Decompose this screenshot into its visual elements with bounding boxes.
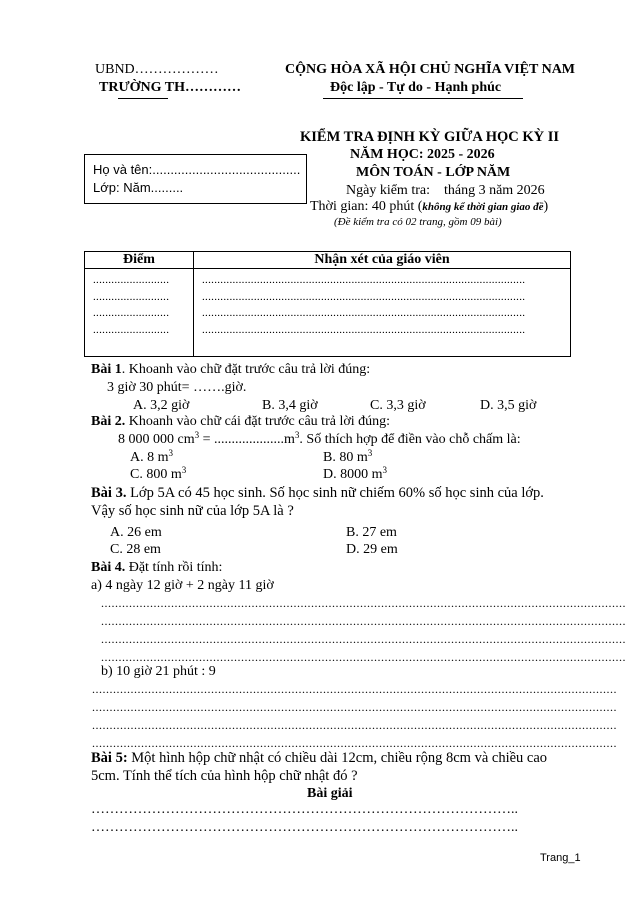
q1-option-a[interactable]: A. 3,2 giờ [133,398,190,413]
subject: MÔN TOÁN - LỚP NĂM [356,165,511,180]
q2-option-a[interactable]: A. 8 $m^3$ [130,448,173,465]
q1-option-b[interactable]: B. 3,4 giờ [262,398,318,413]
question-2-prompt: 8 000 000 $cm^3 = ....................m^3$. Số thích hợp để điền vào chỗ chấm là: [118,430,521,447]
answer-line[interactable]: ...................................................................................................................................................... [101,596,626,610]
exam-date: Ngày kiểm tra: tháng 3 năm 2026 [346,183,545,198]
solution-heading: Bài giải [307,786,353,801]
student-info-box [84,154,307,204]
score-header: Điểm [85,252,194,269]
q3-option-d[interactable]: D. 29 em [346,542,398,557]
pages-note: (Đề kiểm tra có 02 trang, gồm 09 bài) [334,216,502,228]
school-underline [118,98,168,99]
nation-title: CỘNG HÒA XÃ HỘI CHỦ NGHĨA VIỆT NAM [285,62,576,77]
comment-cell[interactable]: .......................................................................................................... .......................................................................................................... .......................................................................................................... .......................................................................................................... [194,269,571,357]
q2-option-b[interactable]: B. 80 $m^3$ [323,448,373,465]
question-5-line2: 5cm. Tính thể tích của hình hộp chữ nhật đó ? [91,768,358,784]
answer-line[interactable]: ...................................................................................................................................................... [92,682,617,696]
question-4: Bài 4. Đặt tính rồi tính: [91,560,223,575]
motto: Độc lập - Tự do - Hạnh phúc [330,80,502,95]
answer-line[interactable]: ...................................................................................................................................................... [92,718,617,732]
exam-time: Thời gian: 40 phút (không kể thời gian giao đề) [310,199,549,214]
answer-line[interactable]: ...................................................................................................................................................... [101,614,626,628]
motto-underline [323,98,523,99]
answer-line[interactable]: ...................................................................................................................................................... [101,650,626,664]
solution-line[interactable]: ……………………………………………………………………………….. [91,802,518,817]
q3-option-c[interactable]: C. 28 em [110,542,161,557]
question-2: Bài 2. Khoanh vào chữ cái đặt trước câu trả lời đúng: [91,414,391,429]
question-4b: b) 10 giờ 21 phút : 9 [101,664,216,679]
q3-option-a[interactable]: A. 26 em [110,525,162,540]
question-3: Bài 3. Lớp 5A có 45 học sinh. Số học sinh nữ chiếm 60% số học sinh của lớp. [91,485,544,501]
q2-option-d[interactable]: D. 8000 $m^3$ [323,465,387,482]
solution-line[interactable]: ……………………………………………………………………………….. [91,820,518,835]
question-1: Bài 1. Khoanh vào chữ đặt trước câu trả lời đúng: [91,362,371,377]
q3-option-b[interactable]: B. 27 em [346,525,397,540]
answer-line[interactable]: ...................................................................................................................................................... [92,736,617,750]
school-label: TRƯỜNG TH………… [99,80,241,95]
answer-line[interactable]: ...................................................................................................................................................... [92,700,617,714]
q1-option-d[interactable]: D. 3,5 giờ [480,398,537,413]
answer-line[interactable]: ...................................................................................................................................................... [101,632,626,646]
page-number: Trang_1 [540,852,581,864]
question-4a: a) 4 ngày 12 giờ + 2 ngày 11 giờ [91,578,274,593]
exam-title: KIỂM TRA ĐỊNH KỲ GIỮA HỌC KỲ II [300,129,560,145]
question-1-prompt: 3 giờ 30 phút= …….giờ. [107,380,247,395]
comment-header: Nhận xét của giáo viên [194,252,571,269]
student-class-field[interactable]: Lớp: Năm......... [93,180,184,195]
question-5: Bài 5: Một hình hộp chữ nhật có chiều dài 12cm, chiều rộng 8cm và chiều cao [91,750,548,766]
score-cell[interactable]: ......................... ......................... ......................... ......................... [85,269,194,357]
q2-option-c[interactable]: C. 800 $m^3$ [130,465,187,482]
q1-option-c[interactable]: C. 3,3 giờ [370,398,426,413]
school-year: NĂM HỌC: 2025 - 2026 [350,147,495,162]
score-table [84,251,571,357]
question-3-line2: Vậy số học sinh nữ của lớp 5A là ? [91,503,294,519]
committee-label: UBND……………… [95,62,219,77]
student-name-field[interactable]: Họ và tên:......................................... [93,162,301,177]
